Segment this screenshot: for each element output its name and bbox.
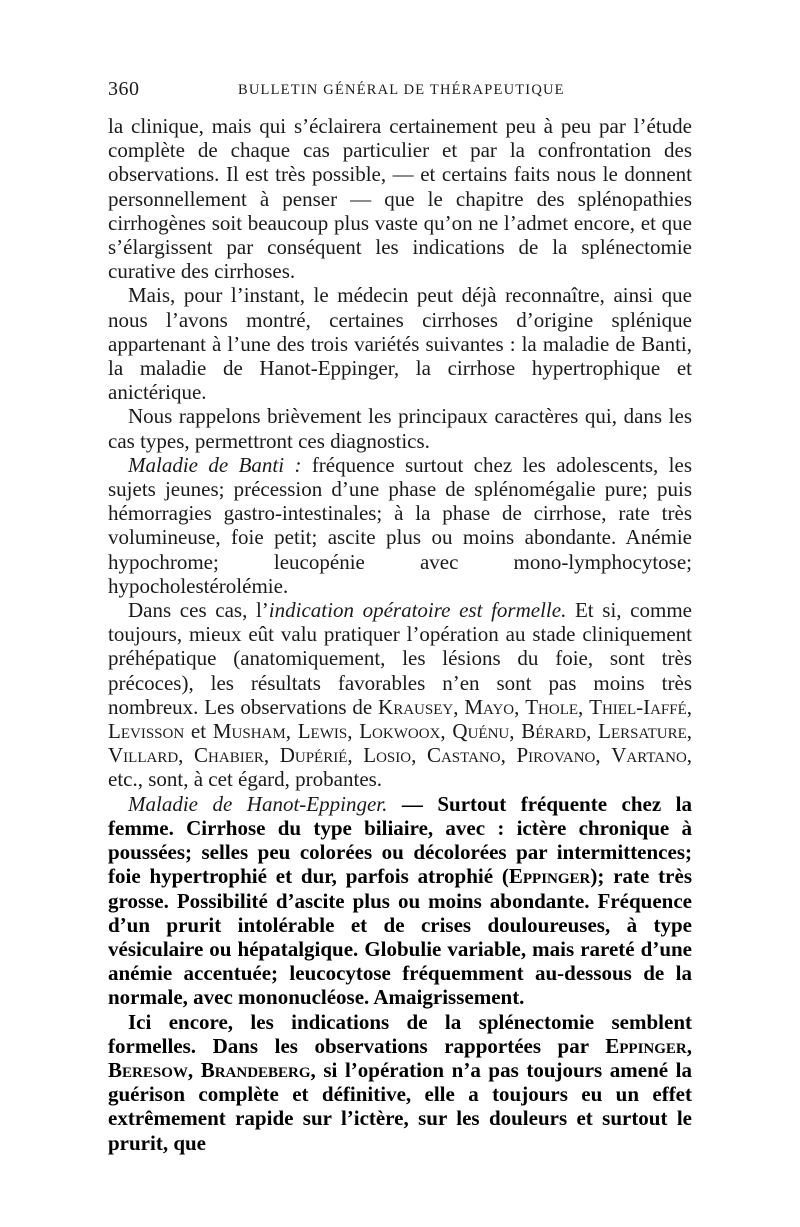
separator: , (686, 719, 693, 744)
separator: , (586, 719, 599, 744)
author-name: Lersature (598, 719, 687, 744)
body-text (108, 114, 692, 1155)
author-name: Vartano (611, 743, 687, 768)
paragraph-1: la clinique, mais qui s’éclairera certainement peu à peu par l’étude complète de chaque cas particulier et par la confrontation des observations. Il est très possible, — et certains faits nous le donnent personnellement à penser — que le chapitre des splénopathies cirrhogènes soit beaucoup plus vaste qu’on ne l’admet encore, et que s’élargissent par conséquent les indications de la splénectomie curative des cirrhoses. (108, 114, 692, 284)
author-name: Chabier (194, 743, 264, 768)
author-name: Brandeberg (200, 1057, 311, 1082)
separator: , (686, 1033, 692, 1058)
page-header (108, 78, 692, 104)
author-name: Eppinger (508, 864, 591, 889)
author-name: Dupérié (279, 743, 348, 768)
author-name: Beresow (108, 1057, 188, 1082)
author-name: Mayo (464, 694, 515, 719)
separator: , (509, 719, 522, 744)
paragraph-hanot-eppinger (108, 792, 692, 1010)
paragraph-banti-text: fréquence surtout chez les adolescents, les sujets jeunes; précession d’une phase de splénomégalie pure; puis hémorragies gastro-intestinales; à la phase de cirrhose, rate très volumineuse, foie petit; ascite plus ou moins abondante. Anémie hypochrome; leucopénie avec mono-lymphocytose; hypocholestérolémie. (108, 452, 692, 598)
paragraph-indications-again (108, 1010, 692, 1155)
author-name: Losio (363, 743, 412, 768)
paragraph-indication (108, 598, 692, 792)
author-name: Castano (426, 743, 501, 768)
separator: , (411, 743, 427, 768)
section-heading-banti: Maladie de Banti : (128, 452, 302, 477)
separator: , (263, 743, 280, 768)
author-name: Pirovano (516, 743, 596, 768)
paragraph-2: Mais, pour l’instant, le médecin peut déjà reconnaître, ainsi que nous l’avons montré, certaines cirrhoses d’origine splénique appartenant à l’une des trois variétés suivantes : la maladie de Banti, la maladie de Hanot-Eppinger, la cirrhose hypertrophique et anictérique. (108, 283, 692, 405)
separator: , (500, 743, 517, 768)
separator: , (686, 694, 693, 719)
separator: et (184, 719, 213, 744)
author-name: Thole (525, 694, 579, 719)
text-run: Dans ces cas, l’ (128, 598, 269, 623)
separator: , (187, 1057, 201, 1082)
text-run: ); rate très grosse. Possibilité d’ascite plus ou moins abondante. Fréquence d’un prurit intolérable et de crises douloureuses, à type vésiculaire ou hépatalgique. Globulie variable, mais rareté d’une anémie accentuée; leucocytose fréquemment au-dessous de la normale, avec mononucléose. Amaigrissement. (108, 864, 692, 1010)
separator: , (347, 743, 364, 768)
separator: , (178, 743, 195, 768)
separator: , (285, 719, 298, 744)
author-name: Thiel-Iaffé (589, 694, 687, 719)
page-number: 360 (108, 78, 140, 100)
author-name: Lewis (297, 719, 348, 744)
author-name: Musham (212, 719, 286, 744)
author-name: Bérard (521, 719, 587, 744)
separator: , (514, 694, 526, 719)
separator: , (595, 743, 612, 768)
text-run: — Surtout fréquente chez la femme. Cirrhose du type biliaire, avec : ictère chronique à poussées; selles peu colorées ou décolorées par intermittences; foie hypertrophié et dur, parfois atrophié ( (108, 791, 692, 889)
paragraph-3: Nous rappelons brièvement les principaux caractères qui, dans les cas types, permettront ces diagnostics. (108, 404, 692, 453)
section-heading-hanot-eppinger: Maladie de Hanot-Eppinger. (128, 791, 388, 816)
text-run: Ici encore, les indications de la splénectomie semblent formelles. Dans les observations rapportées par (108, 1009, 692, 1058)
author-name: Villard (108, 743, 179, 768)
separator: , (347, 719, 360, 744)
running-head: BULLETIN GÉNÉRAL DE THÉRAPEUTIQUE (238, 82, 565, 98)
separator: , (453, 694, 465, 719)
author-name: Quénu (452, 719, 510, 744)
author-name: Eppinger (605, 1033, 687, 1058)
author-name: Krausey (378, 694, 454, 719)
author-name: Levisson (108, 719, 185, 744)
text-run: , etc., sont, à cet égard, probantes. (108, 743, 693, 792)
author-name: Lokwoox (359, 719, 441, 744)
separator: , (578, 694, 590, 719)
emphasis-indication: indication opératoire est formelle. (268, 598, 567, 623)
paragraph-banti (108, 453, 692, 598)
text-run: , si l’opération n’a pas toujours amené la guérison complète et définitive, elle a toujours eu un effet extrêmement rapide sur l’ictère, sur les douleurs et surtout le prurit, que (108, 1057, 692, 1155)
text-run: Et si, comme toujours, mieux eût valu pratiquer l’opération au stade cliniquement préhépatique (anatomiquement, les lésions du foie, sont très précoces), les résultats favorables n’en sont pas moins très nombreux. Les observations de (108, 598, 692, 719)
separator: , (440, 719, 453, 744)
